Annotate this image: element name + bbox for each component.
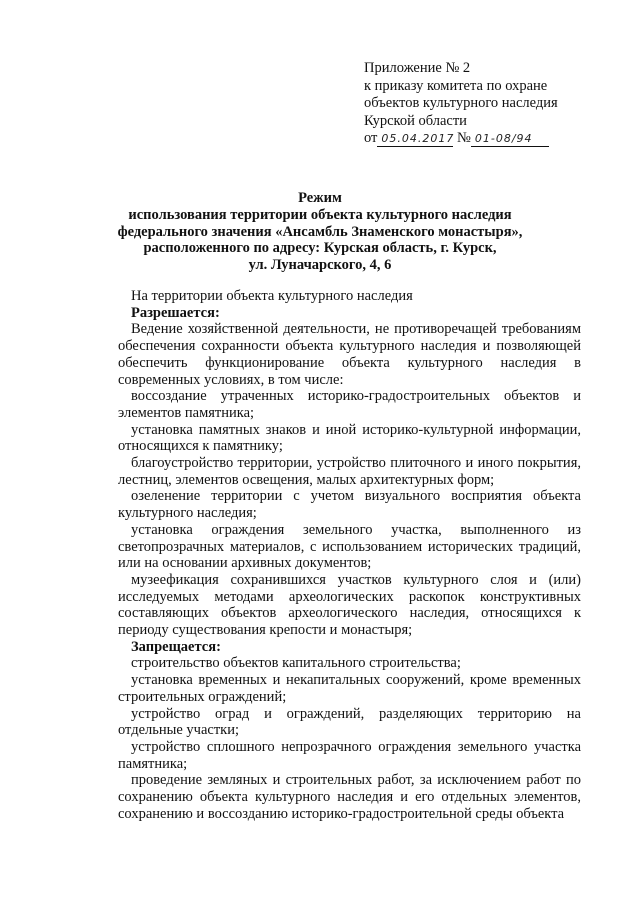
body-paragraph: Ведение хозяйственной деятельности, не противоречащей требованиям обеспечения сохранности объекта культурного наследия и позволяющей обеспечить функционирование объекта культурного наследия в современных условиях, в том числе: <box>118 321 581 388</box>
section-heading: Разрешается: <box>131 304 220 321</box>
body-paragraph: установка памятных знаков и иной историко-культурной информации, относящихся к памятнику; <box>118 421 581 455</box>
title-line: Режим <box>298 190 342 206</box>
document-title <box>100 190 540 274</box>
appendix-region: Курской области <box>364 112 467 129</box>
body-paragraph: воссоздание утраченных историко-градостроительных объектов и элементов памятника; <box>118 388 581 421</box>
body-paragraph: строительство объектов капитального строительства; <box>131 655 461 672</box>
appendix-block <box>364 60 604 148</box>
title-line: федерального значения «Ансамбль Знаменского монастыря», <box>117 223 523 240</box>
body-paragraph: установка временных и некапитальных сооружений, кроме временных строительных ограждений; <box>118 672 581 705</box>
body-paragraph: установка ограждения земельного участка, выполненного из светопрозрачных материалов, с использованием исторических традиций, или на основании архивных документов; <box>118 521 581 572</box>
body-paragraph: благоустройство территории, устройство плиточного и иного покрытия, лестниц, элементов освещения, малых архитектурных форм; <box>118 455 581 488</box>
body-paragraph: музеефикация сохранившихся участков культурного слоя и (или) исследуемых методами археологических раскопок конструктивных составляющих объектов археологического наследия, относящихся к периоду существования крепости и монастыря; <box>118 571 581 639</box>
body-paragraph: устройство сплошного непрозрачного ограждения земельного участка памятника; <box>118 738 581 772</box>
title-line: расположенного по адресу: Курская область, г. Курск, <box>143 240 497 257</box>
body-paragraph: устройство оград и ограждений, разделяющих территорию на отдельные участки; <box>118 705 581 739</box>
appendix-date-number-line <box>364 130 604 148</box>
handwritten-number: 01-08/94 <box>471 131 549 147</box>
number-label: № <box>457 130 471 146</box>
body-paragraph: На территории объекта культурного наследия <box>131 288 413 304</box>
handwritten-date: 05.04.2017 <box>377 131 453 147</box>
body-paragraph: проведение земляных и строительных работ, за исключением работ по сохранению объекта культурного наследия и его отдельных элементов, сохранению и воссозданию историко-градостроительной среды объекта <box>118 772 581 822</box>
document-body <box>118 288 581 823</box>
title-line: ул. Луначарского, 4, 6 <box>248 257 392 274</box>
appendix-order-ref: к приказу комитета по охране <box>364 77 548 94</box>
body-paragraph: озеленение территории с учетом визуального восприятия объекта культурного наследия; <box>118 488 581 522</box>
section-heading: Запрещается: <box>131 638 221 655</box>
title-line: использования территории объекта культурного наследия <box>128 206 512 223</box>
appendix-title: Приложение № 2 <box>364 60 471 76</box>
appendix-committee: объектов культурного наследия <box>364 95 558 111</box>
from-label: от <box>364 130 378 146</box>
